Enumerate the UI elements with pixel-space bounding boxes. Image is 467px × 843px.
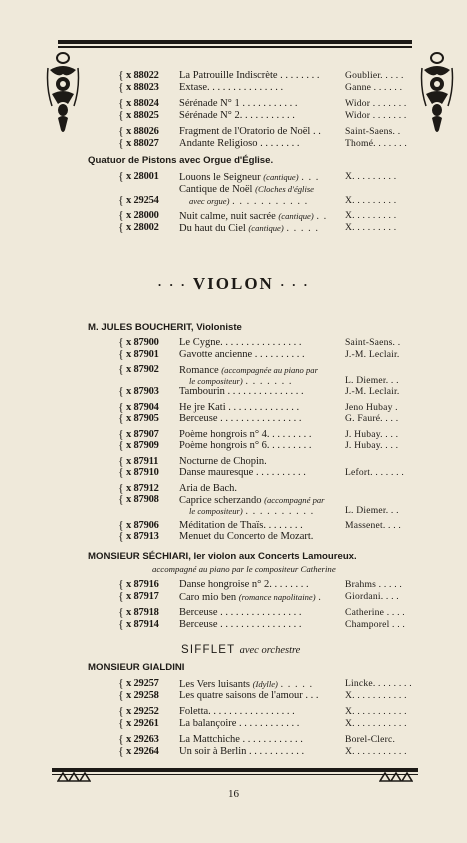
page-number: 16	[228, 788, 239, 800]
triangle-ornament-left-icon	[57, 770, 91, 782]
list-item: { x 87911 Nocturne de Chopin.	[118, 454, 267, 468]
list-item: le compositeur) . . . . . . . L. Diemer. . .	[189, 375, 399, 387]
list-item: { x 88026 Fragment de l'Oratorio de Noël . . Saint-Saens. .	[118, 124, 401, 138]
bottom-double-rule	[52, 768, 418, 780]
section-title-sifflet: SIFFLET avec orchestre	[181, 644, 301, 656]
list-item: { x 29252 Foletta. . . . . . . . . . . . . . . . . X. . . . . . . . . . .	[118, 704, 407, 718]
list-item: { x 28000 Nuit calme, nuit sacrée (cantique) . . X. . . . . . . . .	[118, 208, 397, 222]
list-item: { x 88027 Andante Religioso . . . . . . . . Thomé. . . . . . .	[118, 136, 407, 150]
list-item: { x 88024 Sérénade N° 1 . . . . . . . . . . . Widor . . . . . . .	[118, 96, 407, 110]
list-item: { x 87910 Danse mauresque . . . . . . . . . . Lefort. . . . . . .	[118, 465, 404, 479]
list-item: { x 87917 Caro mio ben (romance napolitaine) . Giordani. . . .	[118, 589, 399, 603]
top-double-rule	[58, 40, 412, 49]
list-item: { x 87916 Danse hongroise n° 2. . . . . . . . Brahms . . . . .	[118, 577, 403, 591]
list-item: { x 29264 Un soir à Berlin . . . . . . . . . . . X. . . . . . . . . . .	[118, 744, 407, 758]
list-item: le compositeur) . . . . . . . . . . L. Diemer. . .	[189, 505, 399, 517]
list-item: { x 87918 Berceuse . . . . . . . . . . . . . . . . Catherine . . . .	[118, 605, 405, 619]
list-item: { x 29263 La Mattchiche . . . . . . . . . . . . Borel-Clerc.	[118, 732, 396, 746]
list-item: { x 87901 Gavotte ancienne . . . . . . . . . . J.-M. Leclair.	[118, 347, 400, 361]
list-item: { x 28001 Louons le Seigneur (cantique) . . . X. . . . . . . . .	[118, 169, 397, 183]
list-item: { x 29261 La balançoire . . . . . . . . . . . . X. . . . . . . . . . .	[118, 716, 407, 730]
list-item: { x 87904 He jre Kati . . . . . . . . . . . . . . Jeno Hubay .	[118, 400, 398, 414]
section-title-violon: · · · VIOLON · · ·	[157, 274, 310, 293]
list-item: { x 28002 Du haut du Ciel (cantique) . . . . . X. . . . . . . . .	[118, 220, 397, 234]
list-item: { x 87914 Berceuse . . . . . . . . . . . . . . . . Champorel . . .	[118, 617, 406, 631]
performer-heading-sechiari: MONSIEUR SÉCHIARI, Ier violon aux Concerts Lamoureux.	[88, 551, 357, 562]
list-item: { x 29257 Les Vers luisants (Idylle) . . . . . Lincke. . . . . . . .	[118, 676, 412, 690]
list-item: { x 87903 Tambourin . . . . . . . . . . . . . . . J.-M. Leclair.	[118, 384, 400, 398]
section-heading-quatuor: Quatuor de Pistons avec Orgue d'Église.	[88, 155, 274, 166]
list-item: Cantique de Noël (Cloches d'église	[179, 184, 314, 195]
list-item: { x 29258 Les quatre saisons de l'amour . . . X. . . . . . . . . . .	[118, 688, 407, 702]
list-item: { x 87908 Caprice scherzando (accompagné par	[118, 492, 325, 506]
list-item: { x 87912 Aria de Bach.	[118, 481, 238, 495]
performer-heading-boucherit: M. JULES BOUCHERIT, Violoniste	[88, 322, 242, 333]
list-item: { x 88025 Sérénade N° 2. . . . . . . . . . . Widor . . . . . . .	[118, 108, 407, 122]
list-item: { x 87907 Poème hongrois n° 4. . . . . . . . . J. Hubay. . . .	[118, 427, 399, 441]
list-item: { x 88022 La Patrouille Indiscrète . . . . . . . . Goublier. . . . .	[118, 68, 404, 82]
list-item: { x 87902 Romance (accompagnée au piano par	[118, 362, 318, 376]
list-item: { x 87906 Méditation de Thaïs. . . . . . . . Massenet. . . .	[118, 518, 402, 532]
list-item: { x 88023 Extase. . . . . . . . . . . . . . . Ganne . . . . . .	[118, 80, 403, 94]
list-item: { x 87905 Berceuse . . . . . . . . . . . . . . . . G. Fauré. . . .	[118, 411, 399, 425]
list-item: { x 87909 Poème hongrois n° 6. . . . . . . . . J. Hubay. . . .	[118, 438, 399, 452]
list-item: { x 29254 avec orgue) . . . . . . . . . . . X. . . . . . . . .	[118, 193, 397, 207]
triangle-ornament-right-icon	[379, 770, 413, 782]
performer-heading-gialdini: MONSIEUR GIALDINI	[88, 662, 185, 673]
list-item: { x 87900 Le Cygne. . . . . . . . . . . . . . . . Saint-Saens. .	[118, 335, 401, 349]
performer-subline-sechiari: accompagné au piano par le compositeur Catherine	[152, 564, 336, 574]
list-item: { x 87913 Menuet du Concerto de Mozart.	[118, 529, 314, 543]
